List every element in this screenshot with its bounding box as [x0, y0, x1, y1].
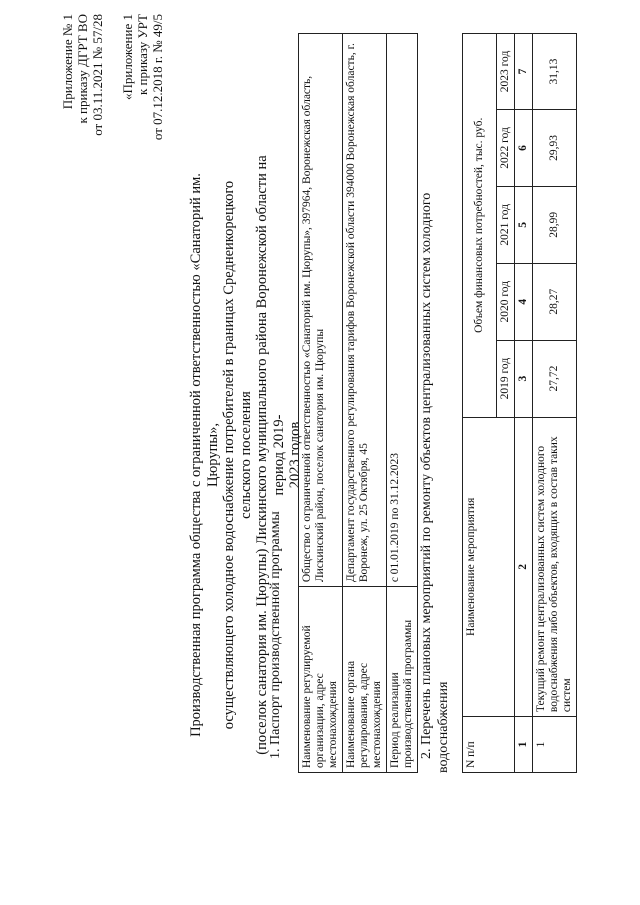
measure-name: Текущий ремонт централизованных систем холодного водоснабжения либо объектов, входящих в состав таких систем — [533, 417, 577, 717]
title-line-4: 2023 годов — [287, 421, 303, 489]
title-line-2: осуществляющего холодное водоснабжение потребителей в границах Среднеикорецкого сельского поселения — [221, 180, 254, 730]
value-cell: 31,13 — [533, 34, 577, 110]
column-header-number: N п/п — [463, 717, 515, 773]
table-row — [343, 34, 387, 773]
section-1-heading: 1. Паспорт производственной программы — [268, 511, 283, 759]
annex-2-line-3: от 07.12.2018 г. № 49/5 — [150, 14, 165, 141]
table-row — [387, 34, 418, 773]
value-cell: 29,93 — [533, 109, 577, 186]
column-header-volume: Объем финансовых потребностей, тыс. руб. — [463, 34, 497, 418]
annex-1-line-3: от 03.11.2021 № 57/28 — [90, 14, 105, 136]
table-index-row — [515, 34, 533, 773]
year-header: 2021 год — [497, 186, 515, 263]
section-2-heading-line-2: водоснабжения — [436, 681, 451, 773]
value-cell: 27,72 — [533, 340, 577, 417]
annex-1 — [60, 14, 105, 136]
passport-table — [298, 33, 418, 773]
passport-label: Наименование регулируемой организации, адрес местонахождения — [299, 587, 343, 773]
section-2-heading — [418, 33, 452, 773]
table-header-row — [463, 34, 497, 773]
title-line-1: Производственная программа общества с ограниченной ответственностью «Санаторий им. Цюрупы», — [188, 173, 221, 737]
index-cell: 5 — [515, 186, 533, 263]
annex-2-line-1: «Приложение 1 — [120, 14, 135, 101]
measures-table — [462, 33, 577, 773]
page-title — [188, 155, 304, 755]
title-line-3: (поселок санатория им. Цюрупы) Лискинского муниципального района Воронежской области на период 2019- — [254, 155, 287, 755]
year-header: 2019 год — [497, 340, 515, 417]
value-cell: 28,99 — [533, 186, 577, 263]
passport-value: Департамент государственного регулирования тарифов Воронежской области 394000 Воронежская область, г. Воронеж, ул. 25 Октября, 45 — [343, 34, 387, 587]
year-header: 2022 год — [497, 109, 515, 186]
index-cell: 1 — [515, 717, 533, 773]
index-cell: 6 — [515, 109, 533, 186]
annex-2 — [120, 14, 165, 140]
index-cell: 7 — [515, 34, 533, 110]
index-cell: 4 — [515, 263, 533, 340]
annex-1-line-1: Приложение № 1 — [60, 14, 75, 110]
row-number: 1 — [533, 717, 577, 773]
passport-label: Период реализации производственной программы — [387, 587, 418, 773]
index-cell: 2 — [515, 417, 533, 717]
value-cell: 28,27 — [533, 263, 577, 340]
passport-value: Общество с ограниченной ответственностью «Санаторий им. Цюрупы», 397964, Воронежская область, Лискинский район, поселок санатория им. Цюрупы — [299, 34, 343, 587]
annex-2-line-2: к приказу УРТ — [135, 14, 150, 96]
year-header: 2023 год — [497, 34, 515, 110]
passport-label: Наименование органа регулирования, адрес местонахождения — [343, 587, 387, 773]
section-2-heading-line-1: 2. Перечень плановых мероприятий по ремонту объектов централизованных систем холодного — [419, 192, 434, 759]
table-row — [533, 34, 577, 773]
annex-1-line-2: к приказу ДГРТ ВО — [75, 14, 90, 124]
column-header-name: Наименование мероприятия — [463, 417, 515, 717]
table-row — [299, 34, 343, 773]
year-header: 2020 год — [497, 263, 515, 340]
index-cell: 3 — [515, 340, 533, 417]
passport-value: с 01.01.2019 по 31.12.2023 — [387, 34, 418, 587]
